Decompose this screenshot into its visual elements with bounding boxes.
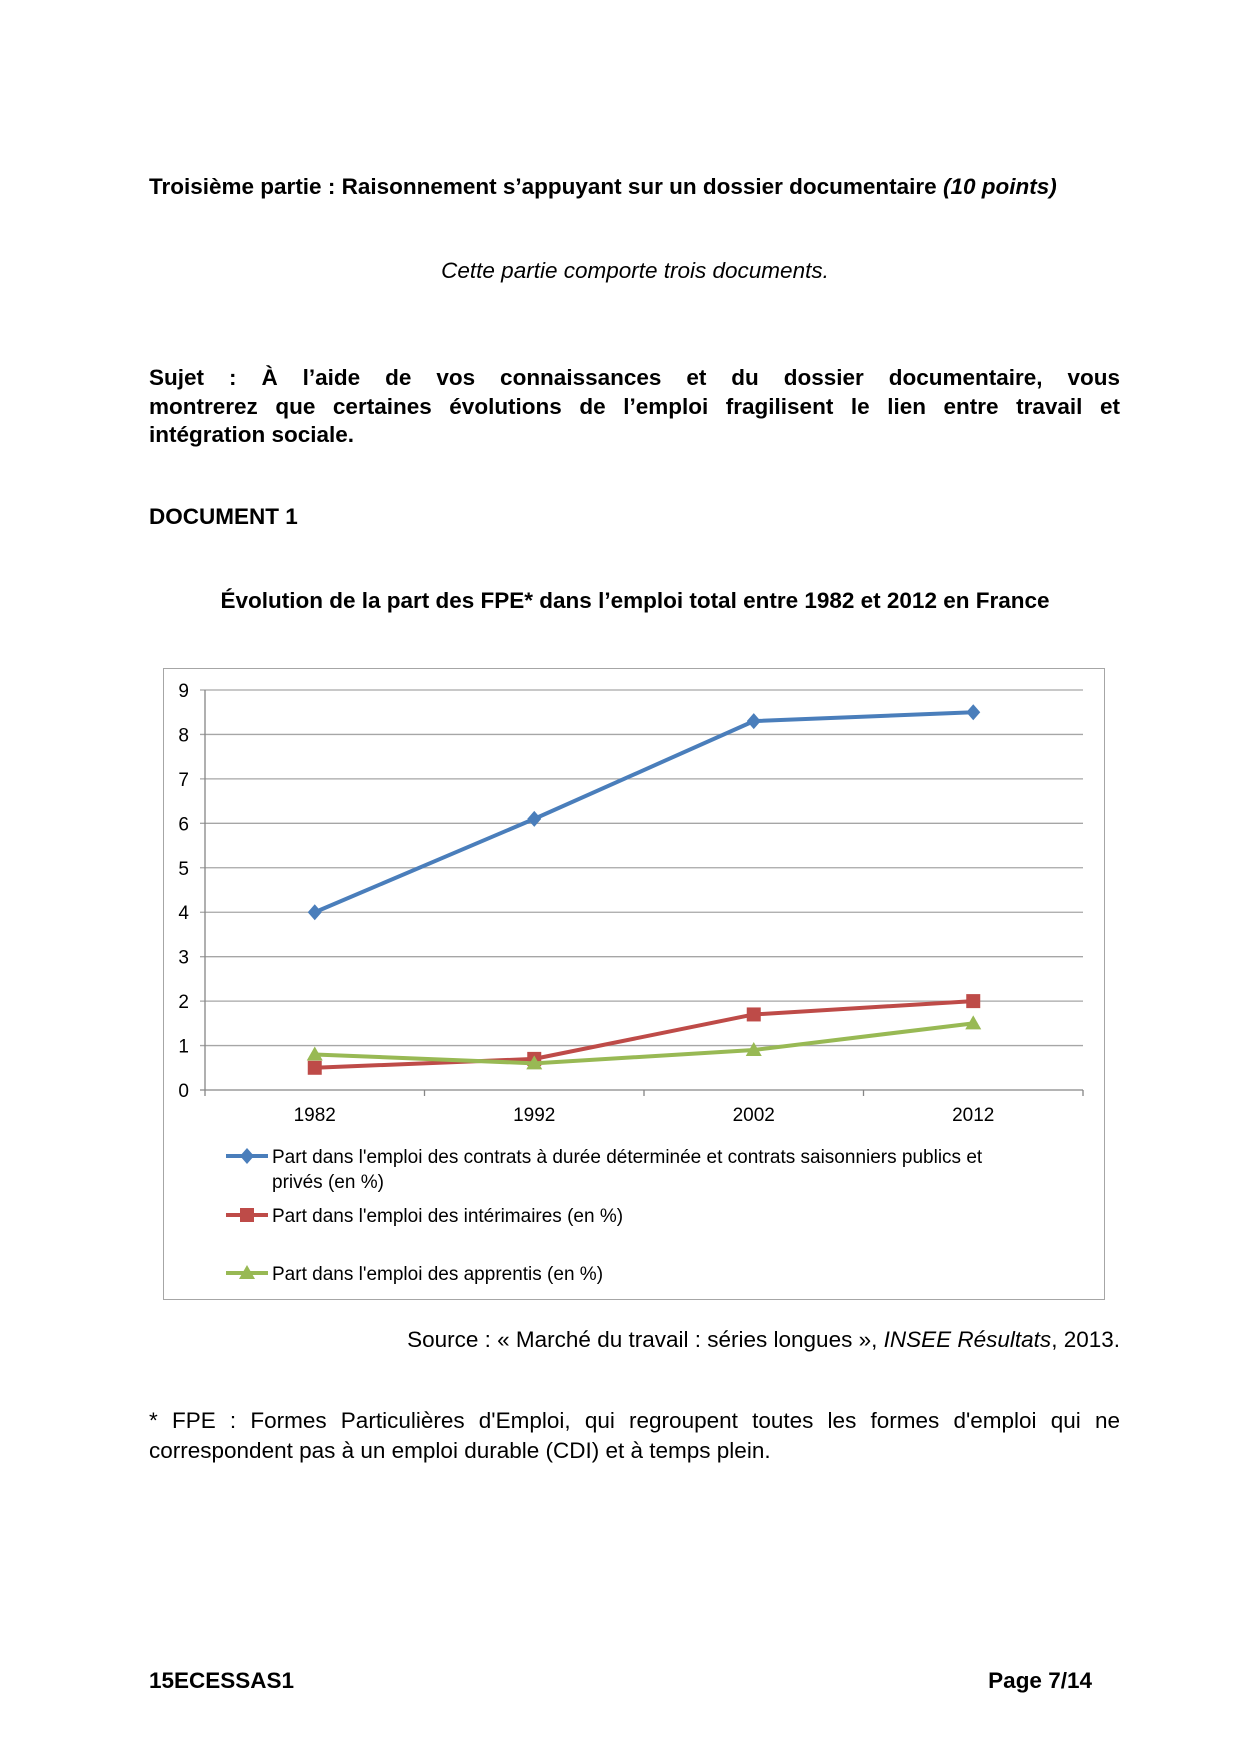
page-number: Page 7/14 xyxy=(988,1668,1092,1693)
legend-label: Part dans l'emploi des intérimaires (en %) xyxy=(272,1206,624,1227)
data-point-1 xyxy=(747,713,761,729)
intro-text: Cette partie comporte trois documents. xyxy=(441,258,829,283)
y-tick-label: 4 xyxy=(178,903,189,925)
footnote-line-2: correspondent pas à un emploi durable (CDI) et à temps plein. xyxy=(149,1438,771,1463)
y-tick-label: 6 xyxy=(178,814,189,836)
x-tick-label: 2012 xyxy=(952,1105,995,1126)
section-heading-text: Troisième partie : Raisonnement s’appuyant sur un dossier documentaire xyxy=(149,174,943,199)
y-tick-label: 3 xyxy=(178,947,189,969)
subject-text: À l’aide de vos connaissances et du dossier documentaire, vous xyxy=(261,365,1120,390)
series-line-1 xyxy=(315,712,974,912)
y-tick-label: 8 xyxy=(178,725,189,747)
source-suffix: , 2013. xyxy=(1051,1327,1120,1352)
x-tick-label: 1982 xyxy=(293,1105,336,1126)
y-tick-label: 0 xyxy=(178,1081,189,1102)
x-tick-label: 1992 xyxy=(513,1105,556,1126)
chart-title: Évolution de la part des FPE* dans l’emploi total entre 1982 et 2012 en France xyxy=(220,588,1050,613)
y-tick-label: 5 xyxy=(178,858,189,880)
data-point-1 xyxy=(966,704,980,720)
data-point-2 xyxy=(966,994,980,1008)
source-publication: INSEE Résultats xyxy=(883,1327,1052,1352)
y-tick-label: 1 xyxy=(178,1036,189,1058)
legend-label: privés (en %) xyxy=(272,1172,384,1193)
data-point-1 xyxy=(308,904,322,920)
source-citation xyxy=(407,1326,1120,1353)
series-line-3 xyxy=(315,1023,974,1063)
document-label: DOCUMENT 1 xyxy=(149,504,298,529)
data-point-2 xyxy=(747,1007,761,1021)
legend-marker-2 xyxy=(240,1208,254,1222)
source-prefix: Source : « Marché du travail : séries longues », xyxy=(407,1327,884,1352)
document-code: 15ECESSAS1 xyxy=(149,1668,295,1693)
legend-marker-1 xyxy=(240,1148,254,1164)
data-point-2 xyxy=(308,1061,322,1075)
legend-label: Part dans l'emploi des apprentis (en %) xyxy=(272,1264,604,1285)
subject-line-2: montrerez que certaines évolutions de l’emploi fragilisent le lien entre travail et xyxy=(149,394,1120,419)
footnote-line-1: * FPE : Formes Particulières d'Emploi, qui regroupent toutes les formes d'emploi qui ne xyxy=(149,1408,1120,1433)
subject-label: Sujet : xyxy=(149,365,237,390)
y-tick-label: 9 xyxy=(178,681,189,702)
data-point-1 xyxy=(527,811,541,827)
x-tick-label: 2002 xyxy=(732,1105,775,1126)
y-tick-label: 7 xyxy=(178,769,189,791)
section-points: (10 points) xyxy=(942,174,1057,199)
subject-line-3: intégration sociale. xyxy=(149,422,355,447)
y-tick-label: 2 xyxy=(178,992,189,1014)
legend-label: Part dans l'emploi des contrats à durée déterminée et contrats saisonniers publics et xyxy=(272,1147,983,1168)
